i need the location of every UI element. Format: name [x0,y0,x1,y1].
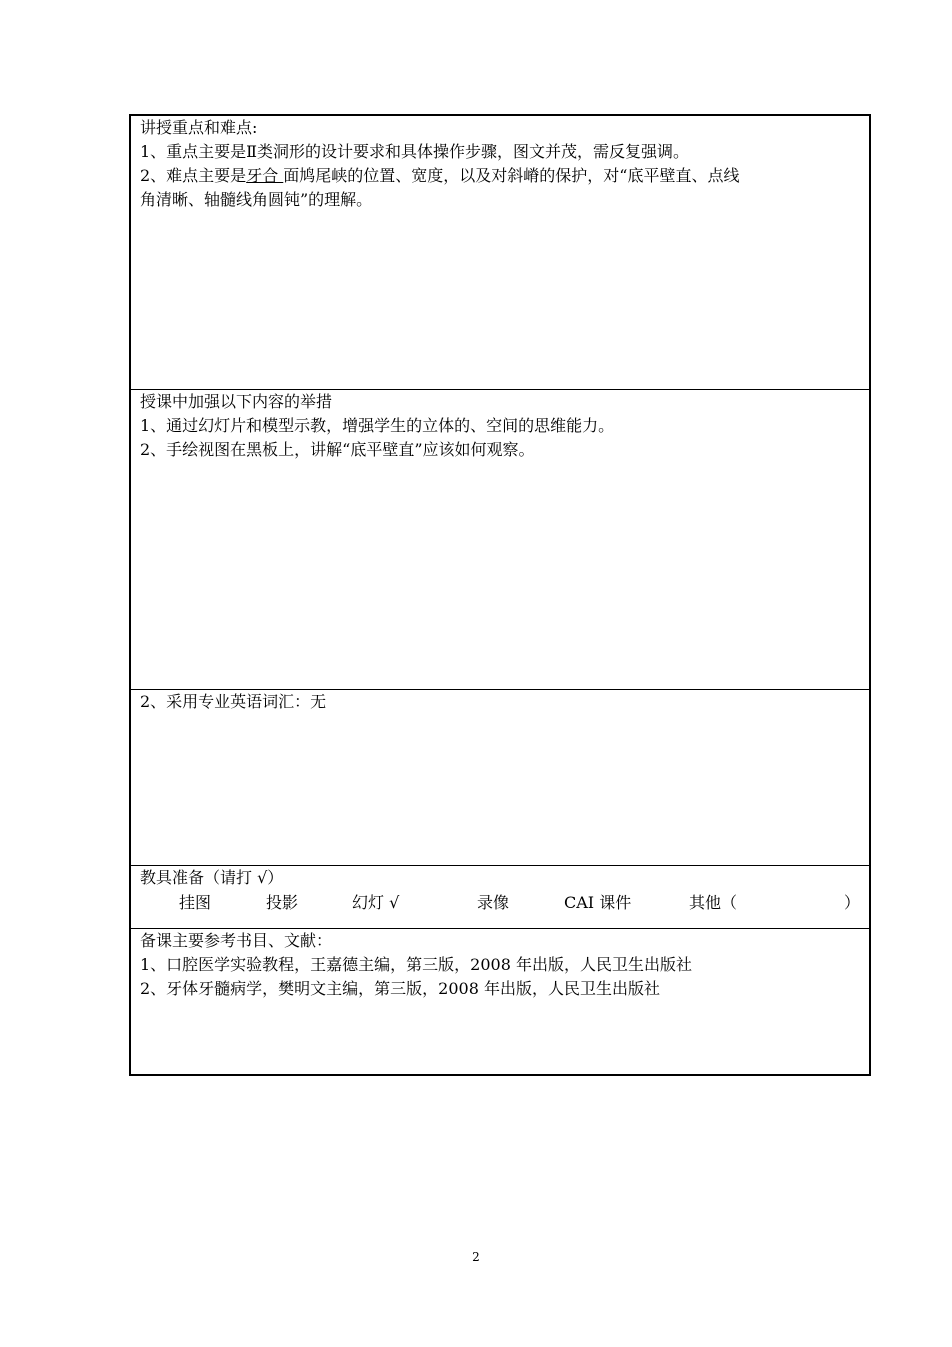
equipment-section [131,865,869,928]
measures-line-2: 2、手绘视图在黑板上，讲解“底平壁直”应该如何观察。 [140,440,535,459]
equipment-item-projection: 投影 [266,893,299,912]
equipment-item-other-close: ） [844,893,861,912]
key-points-underlined-term: 牙合 [246,166,284,185]
key-points-line-2-suffix: 面鸠尾峡的位置、宽度，以及对斜嵴的保护，对“底平壁直、点线 [283,166,740,185]
equipment-item-slides: 幻灯 √ [352,893,400,912]
key-points-line-2-prefix: 2、难点主要是 [140,166,247,185]
equipment-heading: 教具准备（请打 √） [140,868,284,887]
key-points-line-1: 1、重点主要是Ⅱ类洞形的设计要求和具体操作步骤，图文并茂，需反复强调。 [140,142,690,161]
equipment-item-video: 录像 [477,893,510,912]
key-points-heading: 讲授重点和难点: [140,118,258,137]
measures-line-1: 1、通过幻灯片和模型示教，增强学生的立体的、空间的思维能力。 [140,416,615,435]
english-vocab-line: 2、采用专业英语词汇：无 [140,692,327,711]
key-points-line-3: 角清晰、轴髓线角圆钝”的理解。 [140,190,373,209]
equipment-item-other: 其他（ [689,893,738,912]
reference-item-2: 2、牙体牙髓病学，樊明文主编，第三版，2008 年出版，人民卫生出版社 [140,979,660,998]
lesson-plan-table [129,114,871,1076]
page-number: 2 [472,1250,480,1264]
english-vocab-section [131,689,869,865]
equipment-options [140,890,861,916]
references-heading: 备课主要参考书目、文献： [140,931,333,950]
key-points-section [131,116,869,389]
equipment-item-cai: CAI 课件 [564,893,632,912]
equipment-item-wall-chart: 挂图 [179,893,212,912]
measures-heading: 授课中加强以下内容的举措 [140,392,333,411]
reference-item-1: 1、口腔医学实验教程，王嘉德主编，第三版，2008 年出版，人民卫生出版社 [140,955,692,974]
measures-section [131,389,869,689]
key-points-line-2 [140,164,861,188]
references-section [131,928,869,1074]
